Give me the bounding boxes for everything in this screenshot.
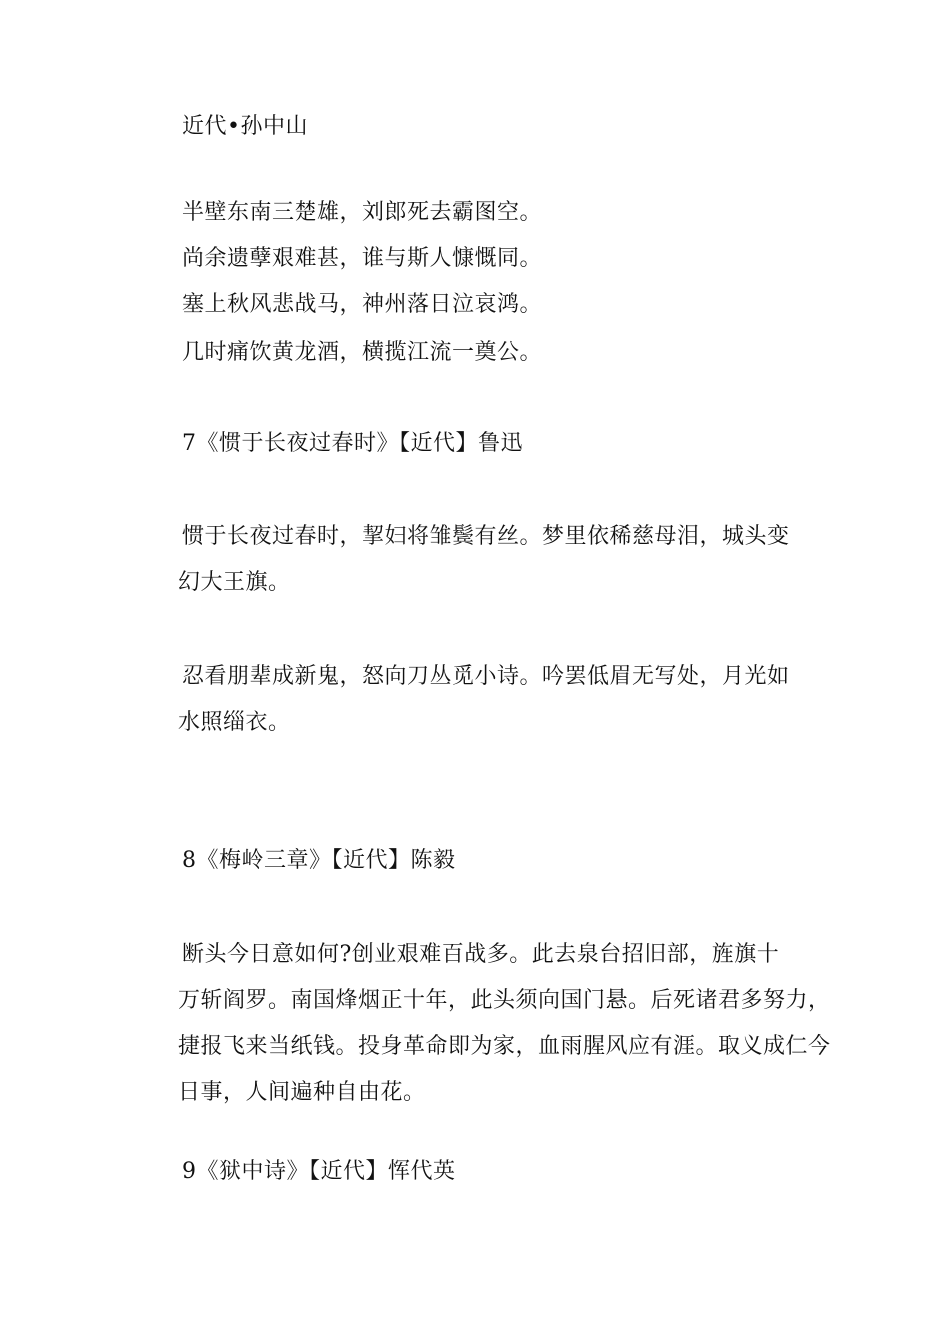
poem6-line-3: 塞上秋风悲战马，神州落日泣哀鸿。 <box>182 292 543 317</box>
poem8-heading: 8《梅岭三章》【近代】陈毅 <box>182 848 456 873</box>
poem7-paragraph-2-line-1: 忍看朋辈成新鬼，怒向刀丛觅小诗。吟罢低眉无写处，月光如 <box>182 664 790 689</box>
poem6-author: 近代•孙中山 <box>182 114 308 139</box>
poem7-paragraph-1-line-2: 幻大王旗。 <box>178 570 291 595</box>
poem7-paragraph-2-line-2: 水照缁衣。 <box>178 710 291 735</box>
poem6-line-2: 尚余遗孽艰难甚，谁与斯人慷慨同。 <box>182 246 543 271</box>
poem8-paragraph-line-3: 捷报飞来当纸钱。投身革命即为家，血雨腥风应有涯。取义成仁今 <box>178 1034 831 1059</box>
poem7-paragraph-2 <box>178 654 822 746</box>
poem7-paragraph-1-line-1: 惯于长夜过春时，挈妇将雏鬓有丝。梦里依稀慈母泪，城头变 <box>182 524 790 549</box>
poem8-paragraph-line-2: 万斩阎罗。南国烽烟正十年，此头须向国门悬。后死诸君多努力， <box>178 988 831 1013</box>
poem7-paragraph-1 <box>178 514 822 606</box>
poem9-heading: 9《狱中诗》【近代】恽代英 <box>182 1159 456 1184</box>
poem6-line-1: 半壁东南三楚雄，刘郎死去霸图空。 <box>182 200 543 225</box>
poem7-heading: 7《惯于长夜过春时》【近代】鲁迅 <box>182 431 523 456</box>
poem8-paragraph <box>178 932 831 1116</box>
poem8-paragraph-line-1: 断头今日意如何?创业艰难百战多。此去泉台招旧部，旌旗十 <box>182 942 780 967</box>
poem8-paragraph-line-4: 日事，人间遍种自由花。 <box>178 1080 426 1105</box>
poem6-line-4: 几时痛饮黄龙酒，横揽江流一奠公。 <box>182 340 543 365</box>
